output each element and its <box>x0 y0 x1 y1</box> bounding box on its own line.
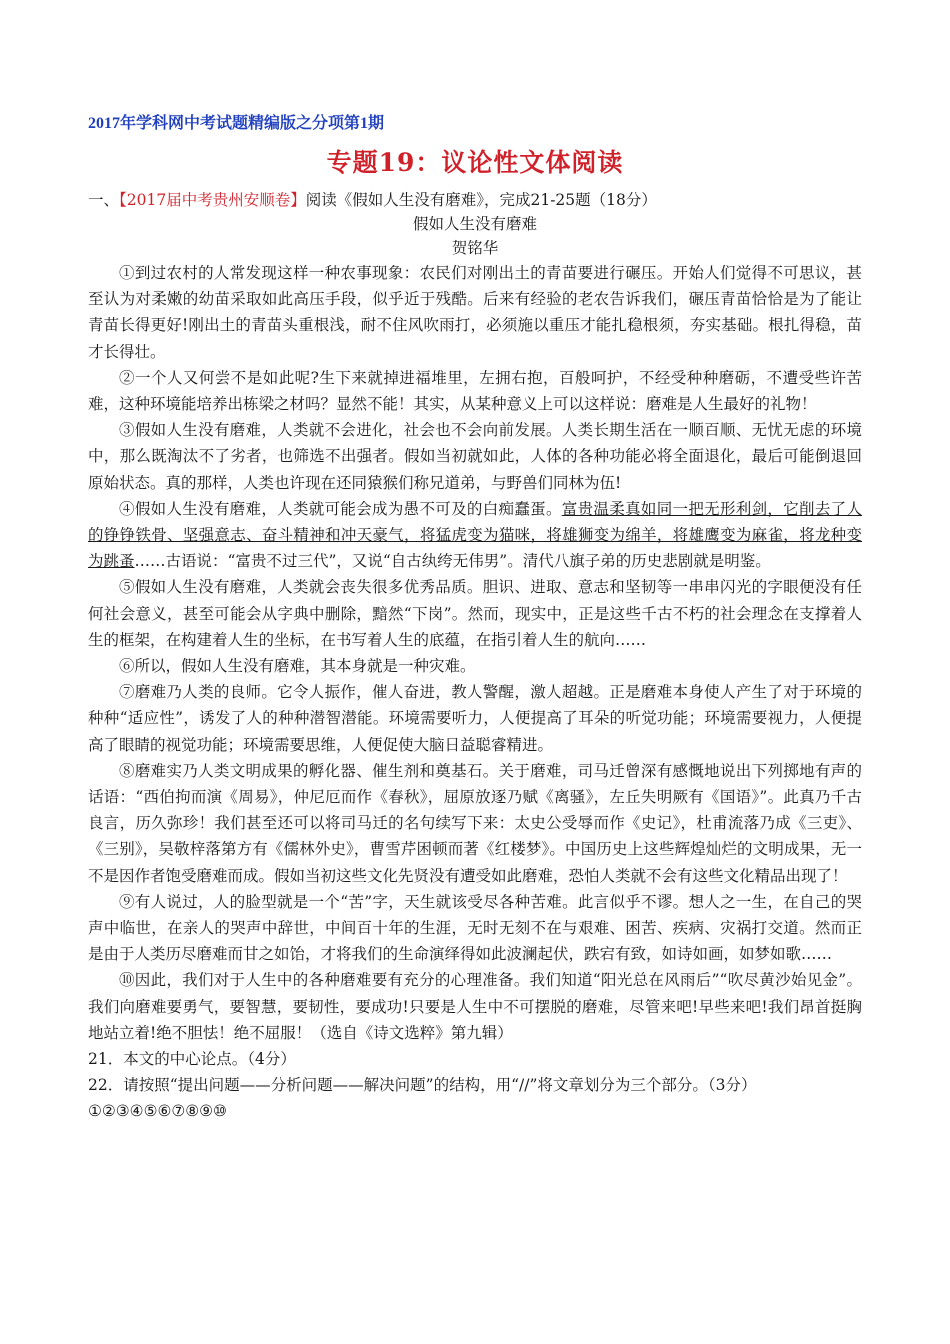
article-title: 假如人生没有磨难 <box>412 215 537 233</box>
question-21: 21．本文的中心论点。（4分） <box>88 1050 296 1069</box>
article-author: 贺铭华 <box>451 239 499 257</box>
paragraph-8: ⑧磨难实乃人类文明成果的孵化器、催生剂和奠基石。关于磨难，司马迁曾深有感慨地说出下列掷地有声的话语：“西伯拘而演《周易》，仲尼厄而作《春秋》，屈原放逐乃赋《离骚》，左丘失明厥有《国语》”。此真乃千古良言，历久弥珍！我们甚至还可以将司马迁的名句续写下来：太史公受辱而作《史记》，杜甫流落乃成《三吏》、《三别》，吴敬梓落第方有《儒林外史》，曹雪芹困顿而著《红楼梦》。中国历史上这些辉煌灿烂的文明成果，无一不是因作者饱受磨难而成。假如当初这些文化先贤没有遭受如此磨难，恐怕人类就不会有这些文化精品出现了！ <box>88 761 862 885</box>
series-title: 2017年学科网中考试题精编版之分项第1期 <box>88 115 385 132</box>
paragraph-markers: ①②③④⑤⑥⑦⑧⑨⑩ <box>88 1102 227 1121</box>
paragraph-4-underlined: 富贵温柔真如同一把无形利剑，它削去了人的铮铮铁骨、坚强意志、奋斗精神和冲天豪气，将猛虎变为猫咪，将雄狮变为绵羊，将雄鹰变为麻雀，将龙种变为跳蚤 <box>88 499 862 571</box>
paragraph-9: ⑨有人说过，人的脸型就是一个“苦”字，天生就该受尽各种苦难。此言似乎不谬。想人之一生，在自己的哭声中临世，在亲人的哭声中辞世，中间百十年的生涯，无时无刻不在与艰难、困苦、疾病、灾祸打交道。然而正是由于人类历尽磨难而甘之如饴，才将我们的生命演绎得如此波澜起伏，跌宕有致，如诗如画，如梦如歌…… <box>88 892 862 964</box>
paragraph-6: ⑥所以，假如人生没有磨难，其本身就是一种灾难。 <box>119 657 476 676</box>
document-page <box>88 112 862 1124</box>
paragraph-2: ②一个人又何尝不是如此呢?生下来就掉进福堆里，左拥右抱，百般呵护，不经受种种磨砺，不遭受些许苦难，这种环境能培养出栋梁之材吗？显然不能！其实，从某种意义上可以这样说：磨难是人生最好的礼物！ <box>88 368 862 414</box>
question-prefix: 一、 <box>88 191 120 209</box>
question-header <box>88 188 862 212</box>
paragraph-4 <box>88 496 862 575</box>
paragraph-4-tail: ……古语说：“富贵不过三代”，又说“自古纨绔无伟男”。清代八旗子弟的历史悲剧就是明鉴。 <box>134 552 771 571</box>
question-22: 22．请按照“提出问题——分析问题——解决问题”的结构，用“//”将文章划分为三个部分。（3分） <box>88 1076 757 1095</box>
paragraph-7: ⑦磨难乃人类的良师。它令人振作，催人奋进，教人警醒，激人超越。正是磨难本身使人产生了对于环境的种种“适应性”，诱发了人的种种潜智潜能。环境需要听力，人便提高了耳朵的听觉功能；环境需要视力，人便提高了眼睛的视觉功能；环境需要思维，人便促使大脑日益聪睿精进。 <box>88 683 862 754</box>
paragraph-3: ③假如人生没有磨难，人类就不会进化，社会也不会向前发展。人类长期生活在一顺百顺、无忧无虑的环境中，那么既淘汰不了劣者，也筛选不出强者。假如当初就如此，人体的各种功能必将全面退化，最后可能倒退回原始状态。真的那样，人类也许现在还同猿猴们称兄道弟，与野兽们同林为伍! <box>88 421 862 492</box>
topic-title: 专题19：议论性文体阅读 <box>326 148 624 177</box>
question-source: 【2017届中考贵州安顺卷】 <box>119 191 306 209</box>
question-instruction: 阅读《假如人生没有磨难》，完成21-25题（18分） <box>305 191 657 209</box>
paragraph-10: ⑩因此，我们对于人生中的各种磨难要有充分的心理准备。我们知道“阳光总在风雨后”“吹尽黄沙始见金”。我们向磨难要勇气，要智慧，要韧性，要成功!只要是人生中不可摆脱的磨难，尽管来吧!早些来吧!我们昂首挺胸地站立着!绝不胆怯！绝不屈服！（选自《诗文选粹》第九辑） <box>88 971 862 1042</box>
paragraph-4-lead: ④假如人生没有磨难，人类就可能会成为愚不可及的白痴蠢蛋。 <box>119 499 562 518</box>
paragraph-1: ①到过农村的人常发现这样一种农事现象：农民们对刚出土的青苗要进行碾压。开始人们觉得不可思议，甚至认为对柔嫩的幼苗采取如此高压手段，似乎近于残酷。后来有经验的老农告诉我们，碾压青苗恰恰是为了能让青苗长得更好!刚出土的青苗头重根浅，耐不住风吹雨打，必须施以重压才能扎稳根须，夯实基础。根扎得稳，苗才长得壮。 <box>88 264 862 361</box>
paragraph-5: ⑤假如人生没有磨难，人类就会丧失很多优秀品质。胆识、进取、意志和坚韧等一串串闪光的字眼便没有任何社会意义，甚至可能会从字典中删除，黯然“下岗”。然而，现实中，正是这些千古不朽的社会理念在支撑着人生的框架，在构建着人生的坐标，在书写着人生的底蕴，在指引着人生的航向…… <box>88 578 862 649</box>
